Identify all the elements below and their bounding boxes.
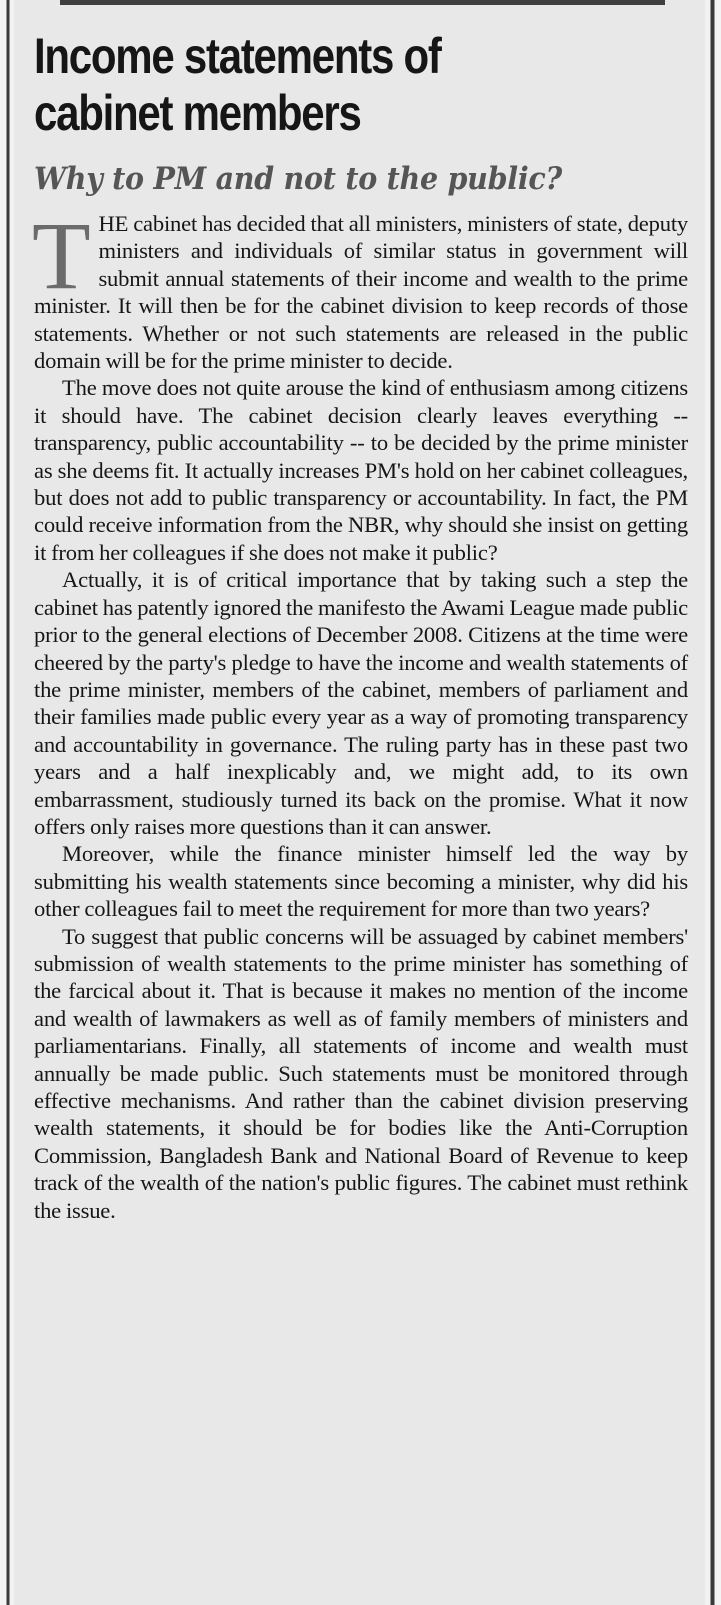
headline-line-1: Income statements of <box>34 28 441 84</box>
top-rule <box>60 0 665 5</box>
article-body <box>32 202 688 1224</box>
drop-cap: T <box>32 202 91 309</box>
paragraph-1-text: HE cabinet has decided that all ministers, ministers of state, deputy ministers and individuals of similar status in government will submit annual statements of their income and wealth to the prime minister. It will then be for the cabinet division to keep records of those statements. Whether or not such statements are released in the public domain will be for the prime minister to decide. <box>34 211 688 374</box>
paragraph-4: Moreover, while the finance minister himself led the way by submitting his wealth statements since becoming a minister, why did his other colleagues fail to meet the requirement for more than two years? <box>34 841 688 922</box>
editorial-article <box>34 28 688 1224</box>
subheadline: Why to PM and not to the public? <box>34 161 562 197</box>
headline-line-2: cabinet members <box>34 85 361 141</box>
paragraph-5: To suggest that public concerns will be assuaged by cabinet members' submission of wealth statements to the prime minister has something of the farcical about it. That is because it makes no mention of the income and wealth of lawmakers as well as of family members of ministers and parliamentarians. Finally, all statements of income and wealth must annually be made public. Such statements must be monitored through effective mechanisms. And rather than the cabinet division preserving wealth statements, it should be for bodies like the Anti-Corruption Commission, Bangladesh Bank and National Board of Revenue to keep track of the wealth of the nation's public figures. The cabinet must rethink the issue. <box>34 923 688 1223</box>
paragraph-3: Actually, it is of critical importance that by taking such a step the cabinet has patently ignored the manifesto the Awami League made public prior to the general elections of December 2008. Citizens at the time were cheered by the party's pledge to have the income and wealth statements of the prime minister, members of the cabinet, members of parliament and their families made public every year as a way of promoting transparency and accountability in governance. The ruling party has in these past two years and a half inexplicably and, we might add, to its own embarrassment, studiously turned its back on the promise. What it now offers only raises more questions than it can answer. <box>34 567 688 839</box>
paragraph-2: The move does not quite arouse the kind of enthusiasm among citizens it should have. The cabinet decision clearly leaves everything -- transparency, public accountability -- to be decided by the prime minister as she deems fit. It actually increases PM's hold on her cabinet colleagues, but does not add to public transparency or accountability. In fact, the PM could receive information from the NBR, why should she insist on getting it from her colleagues if she does not make it public? <box>34 375 688 565</box>
paragraph-1 <box>32 202 688 374</box>
page-right-border <box>705 0 721 1605</box>
headline <box>34 28 689 142</box>
page-left-border <box>0 0 14 1605</box>
